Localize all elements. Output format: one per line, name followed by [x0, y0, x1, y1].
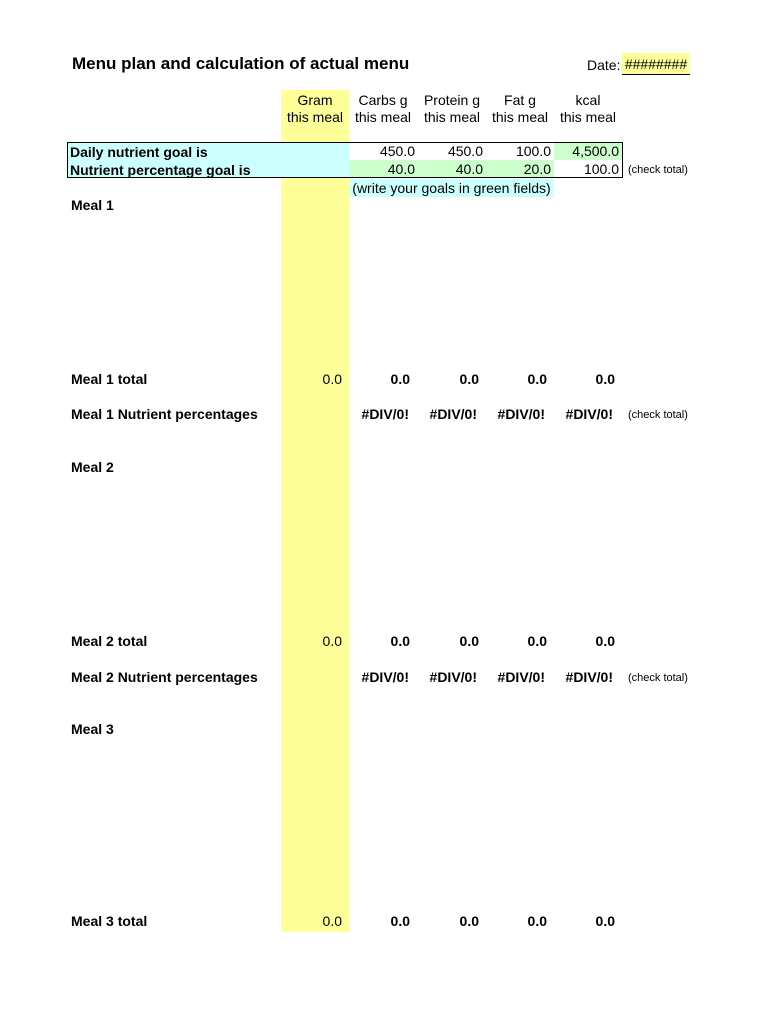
- col-header-line2: this meal: [423, 109, 481, 125]
- col-header-line1: Carbs g: [358, 92, 408, 108]
- meal-1-protein-pct: #DIV/0!: [429, 406, 477, 422]
- col-header-line2: this meal: [354, 109, 412, 125]
- meal-2-fat-total: 0.0: [527, 633, 547, 649]
- goal-border: [67, 142, 623, 178]
- col-header-fat: [486, 92, 554, 126]
- meal-1-fat-pct: #DIV/0!: [497, 406, 545, 422]
- meal-1-pct-label: Meal 1 Nutrient percentages: [71, 406, 258, 422]
- meal-3-total-label: Meal 3 total: [71, 913, 148, 929]
- meal-2-kcal-total: 0.0: [595, 633, 615, 649]
- percent-goal-protein[interactable]: 40.0: [418, 160, 486, 178]
- meal-1-total-label: Meal 1 total: [71, 371, 148, 387]
- daily-goal-kcal[interactable]: 4,500.0: [554, 142, 622, 160]
- meal-3-kcal-total: 0.0: [595, 913, 615, 929]
- meal-3-fat-total: 0.0: [527, 913, 547, 929]
- col-header-line2: this meal: [491, 109, 549, 125]
- percent-goal-carbs[interactable]: 40.0: [349, 160, 418, 178]
- meal-1-gram-total: 0.0: [322, 371, 342, 387]
- meal-1-kcal-total: 0.0: [595, 371, 615, 387]
- date-cell[interactable]: ########: [622, 53, 690, 75]
- meal-3-title: Meal 3: [71, 721, 114, 737]
- daily-goal-label: Daily nutrient goal is: [70, 144, 208, 160]
- col-header-line1: kcal: [575, 92, 601, 108]
- daily-goal-carbs[interactable]: 450.0: [349, 142, 418, 160]
- meal-2-protein-total: 0.0: [459, 633, 479, 649]
- meal-2-check-total: (check total): [628, 672, 688, 684]
- meal-1-check-total: (check total): [628, 409, 688, 421]
- page-title: Menu plan and calculation of actual menu: [72, 54, 410, 73]
- meal-1-fat-total: 0.0: [527, 371, 547, 387]
- meal-2-fat-pct: #DIV/0!: [497, 669, 545, 685]
- meal-2-total-label: Meal 2 total: [71, 633, 148, 649]
- meal-2-carbs-total: 0.0: [390, 633, 410, 649]
- daily-goal-fat[interactable]: 100.0: [486, 142, 554, 160]
- date-label: Date:: [587, 57, 621, 73]
- col-header-kcal: [554, 92, 622, 126]
- meal-2-protein-pct: #DIV/0!: [429, 669, 477, 685]
- meal-3-carbs-total: 0.0: [390, 913, 410, 929]
- percent-goal-kcal-total: 100.0: [554, 160, 622, 178]
- meal-1-protein-total: 0.0: [459, 371, 479, 387]
- meal-3-protein-total: 0.0: [459, 913, 479, 929]
- check-total-note: (check total): [628, 164, 688, 176]
- col-header-line1: Fat g: [504, 92, 536, 108]
- col-header-carbs: [349, 92, 417, 126]
- percent-goal-fat[interactable]: 20.0: [486, 160, 554, 178]
- col-header-line2: this meal: [286, 109, 344, 125]
- meal-2-title: Meal 2: [71, 459, 114, 475]
- col-header-line1: Protein g: [423, 92, 481, 108]
- meal-2-gram-total: 0.0: [322, 633, 342, 649]
- daily-goal-protein[interactable]: 450.0: [418, 142, 486, 160]
- col-header-gram: [281, 92, 349, 126]
- col-header-line1: Gram: [297, 92, 333, 108]
- goals-hint: (write your goals in green fields): [349, 179, 554, 197]
- meal-2-carbs-pct: #DIV/0!: [361, 669, 409, 685]
- meal-2-kcal-pct: #DIV/0!: [565, 669, 613, 685]
- meal-3-gram-total: 0.0: [322, 913, 342, 929]
- meal-2-pct-label: Meal 2 Nutrient percentages: [71, 669, 258, 685]
- meal-1-carbs-total: 0.0: [390, 371, 410, 387]
- meal-1-carbs-pct: #DIV/0!: [361, 406, 409, 422]
- gram-column-highlight: [281, 90, 349, 932]
- meal-1-title: Meal 1: [71, 197, 114, 213]
- percent-goal-label: Nutrient percentage goal is: [70, 162, 251, 178]
- col-header-protein: [418, 92, 486, 126]
- meal-1-kcal-pct: #DIV/0!: [565, 406, 613, 422]
- col-header-line2: this meal: [559, 109, 617, 125]
